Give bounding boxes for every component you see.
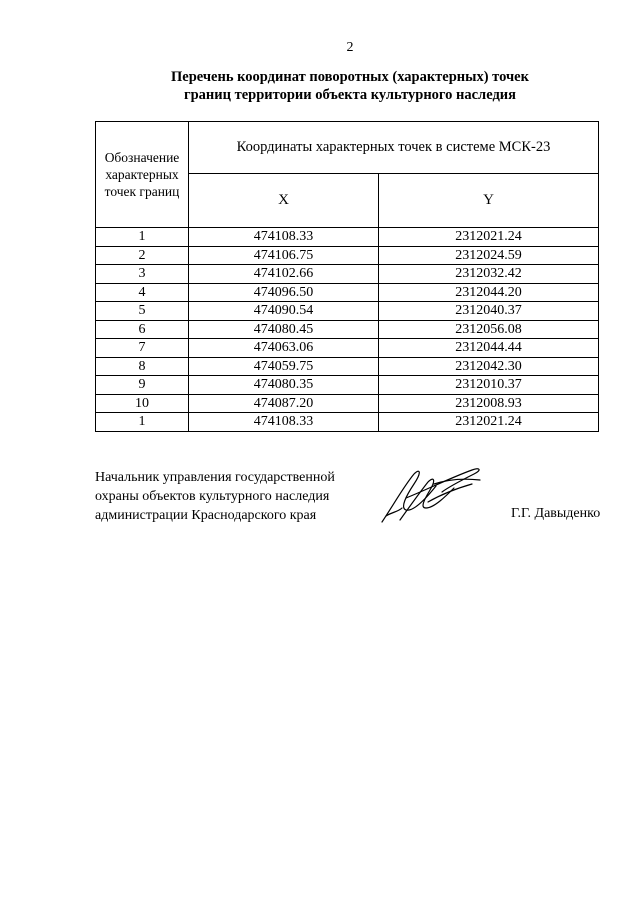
table-row <box>96 394 599 413</box>
x-coordinate-cell: 474090.54 <box>189 302 379 321</box>
x-coordinate-cell: 474080.45 <box>189 320 379 339</box>
coordinates-group-header: Координаты характерных точек в системе МСК-23 <box>189 122 599 174</box>
coordinates-table <box>95 121 599 432</box>
y-coordinate-cell: 2312056.08 <box>379 320 599 339</box>
coordinates-table-body <box>96 228 599 432</box>
y-coordinate-cell: 2312010.37 <box>379 376 599 395</box>
y-coordinate-cell: 2312021.24 <box>379 228 599 247</box>
point-number-cell: 2 <box>96 246 189 265</box>
table-row <box>96 339 599 358</box>
table-row <box>96 320 599 339</box>
page-number: 2 <box>346 40 354 55</box>
x-coordinate-cell: 474087.20 <box>189 394 379 413</box>
x-coordinate-cell: 474080.35 <box>189 376 379 395</box>
handwritten-signature <box>376 462 486 524</box>
table-row <box>96 376 599 395</box>
table-row <box>96 357 599 376</box>
y-coordinate-cell: 2312008.93 <box>379 394 599 413</box>
title-line-2: границ территории объекта культурного наследия <box>184 87 516 103</box>
y-coordinate-cell: 2312044.44 <box>379 339 599 358</box>
table-row <box>96 283 599 302</box>
y-coordinate-cell: 2312024.59 <box>379 246 599 265</box>
point-number-cell: 6 <box>96 320 189 339</box>
table-row <box>96 265 599 284</box>
document-title <box>0 68 639 104</box>
signatory-position <box>95 468 335 525</box>
y-coordinate-cell: 2312021.24 <box>379 413 599 432</box>
y-coordinate-cell: 2312042.30 <box>379 357 599 376</box>
x-coordinate-cell: 474063.06 <box>189 339 379 358</box>
table-row <box>96 228 599 247</box>
point-number-cell: 7 <box>96 339 189 358</box>
y-coordinate-cell: 2312032.42 <box>379 265 599 284</box>
point-number-cell: 5 <box>96 302 189 321</box>
y-coordinate-cell: 2312044.20 <box>379 283 599 302</box>
signatory-name: Г.Г. Давыденко <box>511 506 601 521</box>
point-number-cell: 8 <box>96 357 189 376</box>
point-number-cell: 9 <box>96 376 189 395</box>
point-number-cell: 3 <box>96 265 189 284</box>
header-label-line: точек границ <box>104 184 180 199</box>
y-coordinate-cell: 2312040.37 <box>379 302 599 321</box>
point-number-cell: 1 <box>96 228 189 247</box>
x-coordinate-cell: 474108.33 <box>189 228 379 247</box>
x-coordinate-cell: 474106.75 <box>189 246 379 265</box>
title-line-1: Перечень координат поворотных (характерных) точек <box>171 69 529 85</box>
header-label-line: Обозначение <box>104 150 180 165</box>
x-coordinate-cell: 474096.50 <box>189 283 379 302</box>
point-number-cell: 4 <box>96 283 189 302</box>
point-label-header <box>96 122 189 228</box>
table-row <box>96 302 599 321</box>
point-number-cell: 1 <box>96 413 189 432</box>
y-header: Y <box>379 174 599 228</box>
point-number-cell: 10 <box>96 394 189 413</box>
position-line: администрации Краснодарского края <box>95 508 317 523</box>
x-header: X <box>189 174 379 228</box>
header-label-line: характерных <box>105 167 179 182</box>
table-row <box>96 246 599 265</box>
table-row <box>96 413 599 432</box>
position-line: охраны объектов культурного наследия <box>95 489 330 504</box>
position-line: Начальник управления государственной <box>95 470 335 485</box>
x-coordinate-cell: 474059.75 <box>189 357 379 376</box>
x-coordinate-cell: 474102.66 <box>189 265 379 284</box>
x-coordinate-cell: 474108.33 <box>189 413 379 432</box>
